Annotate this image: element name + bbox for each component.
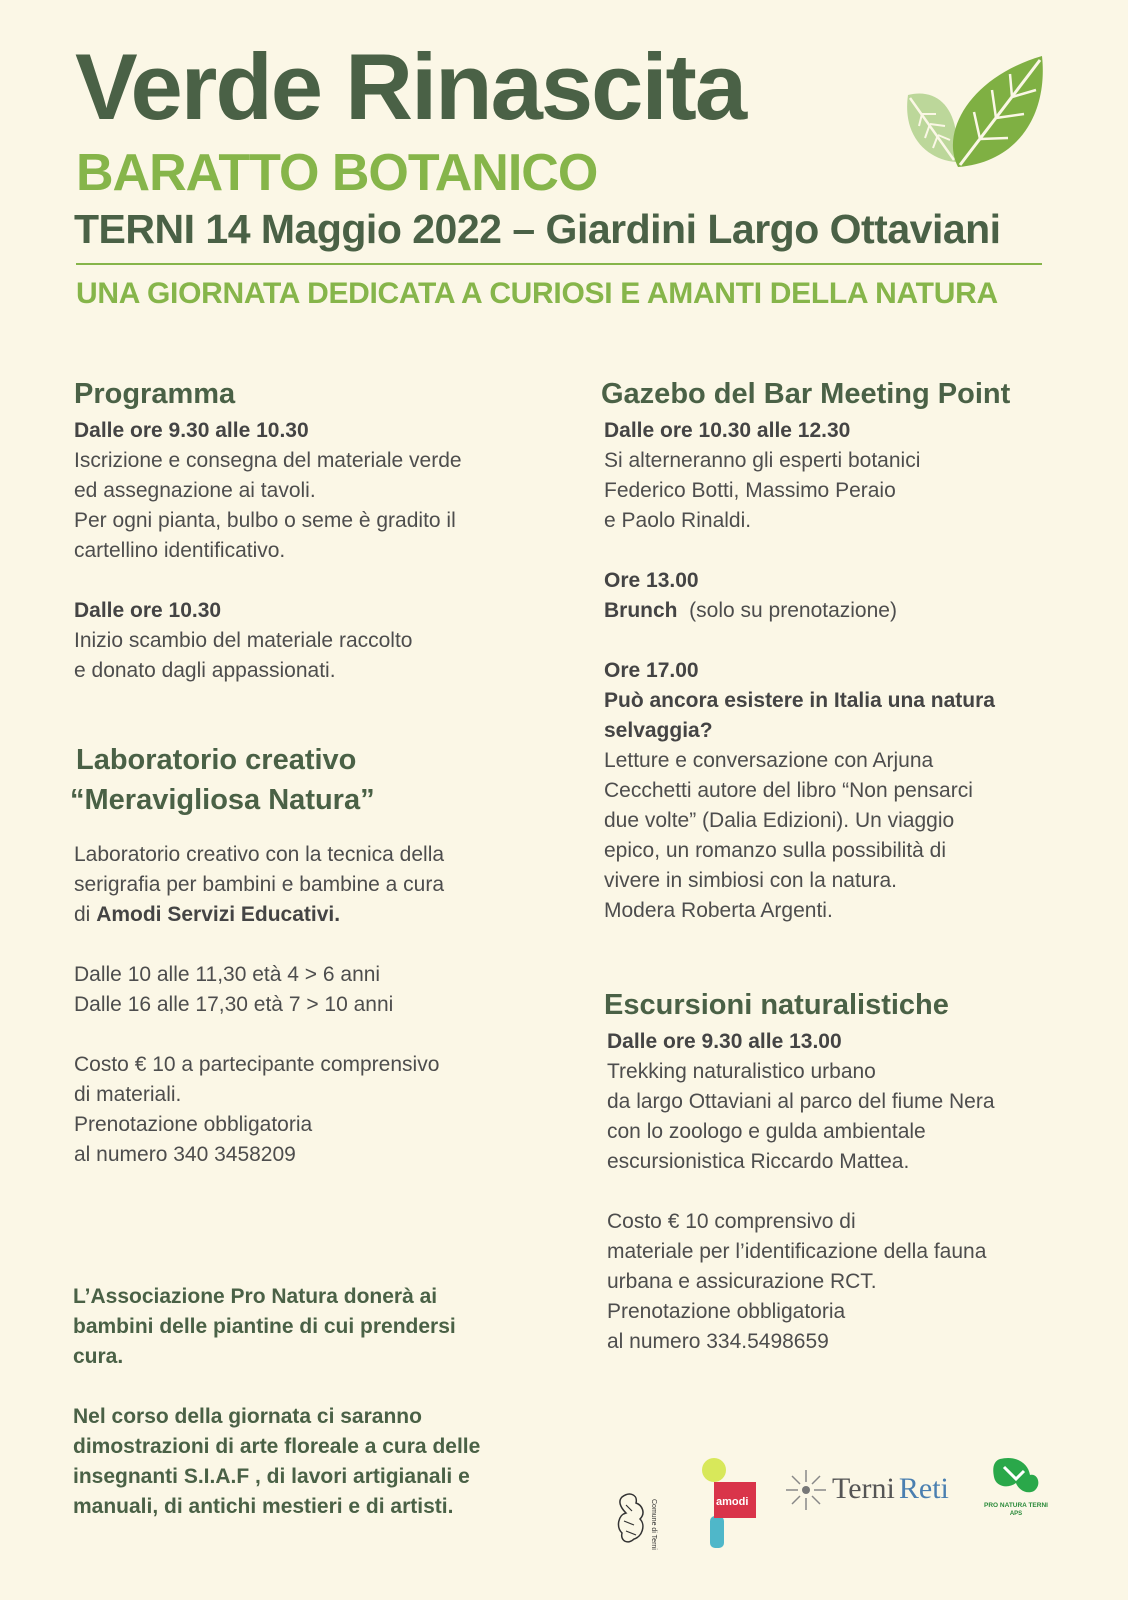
event-tagline: UNA GIORNATA DEDICATA A CURIOSI E AMANTI DELLA NATURA <box>76 277 998 310</box>
terni-reti-word2: Reti <box>898 1472 949 1505</box>
gazebo-slot3-line: vivere in simbiosi con la natura. <box>604 869 897 892</box>
gazebo-body <box>601 416 1081 926</box>
gazebo-slot3-line: due volte” (Dalia Edizioni). Un viaggio <box>604 809 955 832</box>
pro-natura-note-line: bambini delle piantine di cui prendersi <box>73 1315 456 1338</box>
small-leaf-icon <box>907 94 957 162</box>
gazebo-slot3-time: Ore 17.00 <box>604 659 699 682</box>
giornata-note-line: Nel corso della giornata ci saranno <box>73 1405 422 1428</box>
header-divider <box>76 263 1042 265</box>
gazebo-slot3-line: Modera Roberta Argenti. <box>604 899 833 922</box>
laboratorio-desc-prefix: di <box>74 903 97 926</box>
giornata-note-line: dimostrazioni di arte floreale a cura delle <box>73 1435 481 1458</box>
escursioni-time: Dalle ore 9.30 alle 13.00 <box>607 1030 842 1053</box>
event-subtitle: BARATTO BOTANICO <box>76 144 598 202</box>
gazebo-slot1-line: Federico Botti, Massimo Peraio <box>604 479 896 502</box>
event-date-location: TERNI 14 Maggio 2022 – Giardini Largo Ottaviani <box>74 206 1001 252</box>
gazebo-slot1-line: e Paolo Rinaldi. <box>604 509 752 532</box>
programma-slot1-line: cartellino identificativo. <box>74 539 286 562</box>
amodi-text: amodi <box>716 1496 749 1508</box>
laboratorio-time: Dalle 10 alle 11,30 età 4 > 6 anni <box>74 963 381 986</box>
laboratorio-desc-line: serigrafia per bambini e bambine a cura <box>74 873 445 896</box>
brunch-note: (solo su prenotazione) <box>677 599 897 622</box>
programma-slot2-line: Inizio scambio del materiale raccolto <box>74 629 413 652</box>
escursioni-section <box>604 985 1084 1357</box>
amodi-logo <box>700 1456 760 1556</box>
giornata-note-line: manuali, di antichi mestieri e di artisti. <box>73 1495 454 1518</box>
programma-body <box>74 416 544 686</box>
laboratorio-time: Dalle 16 alle 17,30 età 7 > 10 anni <box>74 993 394 1016</box>
programma-slot1-line: ed assegnazione ai tavoli. <box>74 479 316 502</box>
terni-reti-logo <box>832 1472 949 1506</box>
pro-natura-terni-text: PRO NATURA TERNI <box>984 1502 1048 1509</box>
gazebo-slot2-line <box>604 596 1081 626</box>
programma-slot2-line: e donato dagli appassionati. <box>74 659 336 682</box>
escursioni-line: da largo Ottaviani al parco del fiume Nera <box>607 1090 995 1113</box>
comune-terni-logo <box>612 1485 664 1557</box>
laboratorio-cost-line: al numero 340 3458209 <box>74 1143 296 1166</box>
escursioni-cost-line: urbana e assicurazione RCT. <box>607 1270 877 1293</box>
escursioni-cost-line: materiale per l’identificazione della fauna <box>607 1240 987 1263</box>
escursioni-heading: Escursioni naturalistiche <box>604 989 949 1021</box>
laboratorio-heading: Laboratorio creativo <box>76 744 357 776</box>
comune-terni-text: Comune di Terni <box>650 1499 657 1550</box>
laboratorio-body <box>70 840 550 1170</box>
escursioni-line: escursionistica Riccardo Mattea. <box>607 1150 910 1173</box>
gazebo-slot3-title: Può ancora esistere in Italia una natura <box>604 689 995 712</box>
laboratorio-subheading: “Meravigliosa Natura” <box>70 784 375 816</box>
leaves-icon <box>900 52 1050 177</box>
programma-slot1-line: Per ogni pianta, bulbo o seme è gradito il <box>74 509 456 532</box>
escursioni-line: Trekking naturalistico urbano <box>607 1060 876 1083</box>
gazebo-slot3-line: epico, un romanzo sulla possibilità di <box>604 839 947 862</box>
gazebo-slot1-line: Si alterneranno gli esperti botanici <box>604 449 921 472</box>
laboratorio-desc-line <box>74 900 550 930</box>
terni-reti-word1: Terni <box>832 1472 895 1505</box>
laboratorio-cost-line: di materiali. <box>74 1083 182 1106</box>
laboratorio-section <box>70 740 550 1170</box>
giornata-note-line: insegnanti S.I.A.F , di lavori artigianali e <box>73 1465 470 1488</box>
pro-natura-terni-logo <box>976 1455 1056 1519</box>
programma-slot1-time: Dalle ore 9.30 alle 10.30 <box>74 419 309 442</box>
gazebo-section <box>601 374 1081 926</box>
programma-slot2-time: Dalle ore 10.30 <box>74 599 222 622</box>
gazebo-slot3-title: selvaggia? <box>604 719 713 742</box>
sunburst-logo <box>784 1468 828 1512</box>
brunch-label: Brunch <box>604 599 678 622</box>
laboratorio-cost-line: Costo € 10 a partecipante comprensivo <box>74 1053 440 1076</box>
laboratorio-desc-line: Laboratorio creativo con la tecnica della <box>74 843 445 866</box>
pro-natura-aps-text: APS <box>1009 1511 1023 1517</box>
event-title: Verde Rinascita <box>75 34 746 139</box>
escursioni-cost-line: al numero 334.5498659 <box>607 1330 829 1353</box>
programma-slot1-line: Iscrizione e consegna del materiale verde <box>74 449 462 472</box>
gazebo-slot3-line: Letture e conversazione con Arjuna <box>604 749 934 772</box>
gazebo-slot2-time: Ore 13.00 <box>604 569 699 592</box>
gazebo-slot3-line: Cecchetti autore del libro “Non pensarci <box>604 779 973 802</box>
escursioni-cost-line: Costo € 10 comprensivo di <box>607 1210 856 1233</box>
laboratorio-organizer: Amodi Servizi Educativi. <box>96 903 341 926</box>
pro-natura-note-line: L’Associazione Pro Natura donerà ai <box>73 1285 438 1308</box>
escursioni-cost-line: Prenotazione obbligatoria <box>607 1300 846 1323</box>
programma-section <box>74 374 544 686</box>
escursioni-line: con lo zoologo e gulda ambientale <box>607 1120 926 1143</box>
large-leaf-icon <box>953 56 1043 167</box>
programma-heading: Programma <box>74 378 236 410</box>
gazebo-slot1-time: Dalle ore 10.30 alle 12.30 <box>604 419 851 442</box>
gazebo-heading: Gazebo del Bar Meeting Point <box>601 378 1011 410</box>
sponsor-logos <box>620 1472 1080 1580</box>
pro-natura-note-line: cura. <box>73 1345 124 1368</box>
escursioni-body <box>604 1027 1084 1357</box>
laboratorio-cost-line: Prenotazione obbligatoria <box>74 1113 313 1136</box>
notes-section <box>73 1282 553 1522</box>
